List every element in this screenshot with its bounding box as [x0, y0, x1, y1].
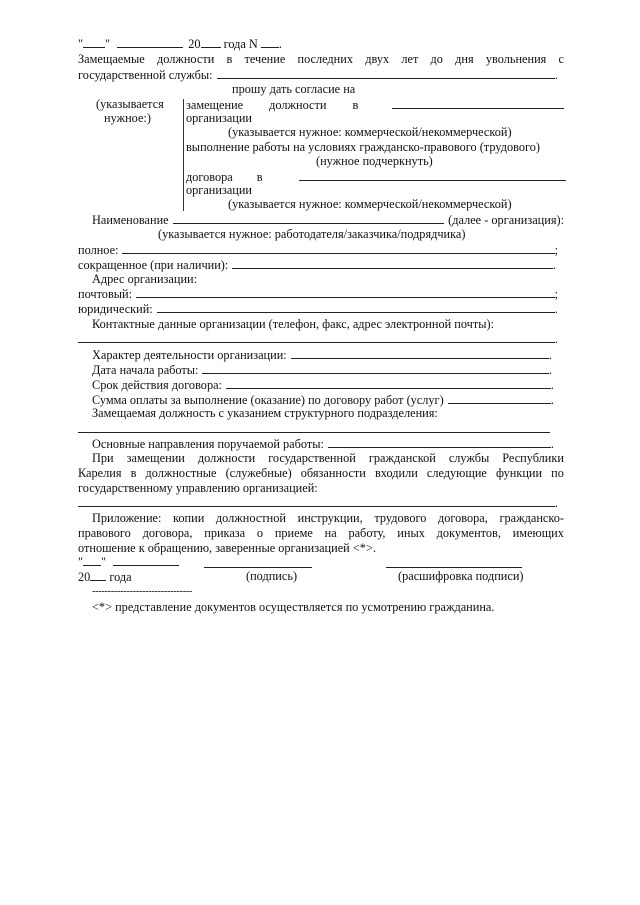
- word: дня: [455, 52, 474, 66]
- short-name-field[interactable]: [232, 257, 553, 269]
- word: в: [352, 98, 359, 112]
- functions-field-line: [78, 495, 558, 511]
- duties-line: [92, 436, 554, 452]
- year-prefix: 20: [78, 570, 91, 584]
- label: Характер деятельности организации:: [92, 348, 287, 362]
- quote-close: ": [101, 555, 107, 569]
- word: обязанности: [300, 466, 366, 480]
- word: с: [558, 52, 564, 66]
- signature-field[interactable]: [204, 567, 312, 568]
- word: Приложение:: [92, 511, 162, 525]
- word: государственной: [268, 451, 356, 465]
- attachment-line-1: [92, 511, 564, 526]
- consent-title: прошу дать согласие на: [232, 82, 356, 96]
- word: работу,: [348, 526, 386, 540]
- option-3-hint: (указывается нужное: коммерческой/некоммерческой): [228, 197, 512, 211]
- year-blank[interactable]: [201, 36, 221, 48]
- org-name-field[interactable]: [173, 212, 445, 224]
- word: договора: [186, 170, 233, 184]
- word: копии: [173, 511, 205, 525]
- word: должности: [197, 451, 256, 465]
- punct: .: [550, 393, 554, 407]
- year-suffix: года: [109, 570, 132, 584]
- punct: .: [548, 363, 552, 377]
- word: должностные: [145, 466, 217, 480]
- label: сокращенное (при наличии):: [78, 258, 229, 272]
- activity-field[interactable]: [291, 347, 549, 359]
- contacts-label: Контактные данные организации (телефон, факс, адрес электронной почты):: [92, 317, 494, 331]
- sign-year-blank[interactable]: [90, 569, 106, 581]
- sign-month-blank[interactable]: [113, 554, 179, 566]
- footnote-text: <*> представление документов осуществляется по усмотрению гражданина.: [92, 600, 495, 614]
- punct: ;: [554, 243, 558, 257]
- positions-line-2: [78, 67, 558, 83]
- word: гражданской: [368, 451, 436, 465]
- punct: .: [552, 258, 556, 272]
- start-date-line: [92, 362, 552, 378]
- org-name-hint: (указывается нужное: работодателя/заказчика/подрядчика): [158, 227, 466, 241]
- word: до: [430, 52, 443, 66]
- punct: .: [554, 496, 558, 510]
- start-date-field[interactable]: [202, 362, 548, 374]
- label: Основные направления поручаемой работы:: [92, 437, 324, 451]
- word: в: [130, 466, 137, 480]
- period: .: [278, 37, 282, 51]
- word: должности: [269, 98, 327, 112]
- label: Срок действия договора:: [92, 378, 222, 392]
- word: Замещаемые: [78, 52, 145, 66]
- punct: .: [548, 348, 552, 362]
- option-3-cont: организации: [186, 183, 253, 197]
- punct: ;: [554, 287, 558, 301]
- word: течение: [244, 52, 286, 66]
- word: гражданско-: [499, 511, 564, 525]
- quote-open: ": [78, 555, 84, 569]
- postal-field[interactable]: [136, 286, 555, 298]
- legal-line: [78, 301, 558, 317]
- word: о: [256, 526, 264, 540]
- option-2-line: выполнение работы на условиях гражданско-правового (трудового): [186, 140, 540, 154]
- position-field[interactable]: [78, 432, 550, 433]
- term-line: [92, 377, 554, 393]
- address-label: Адрес организации:: [92, 272, 198, 286]
- word: Карелия: [78, 466, 122, 480]
- word: замещении: [126, 451, 185, 465]
- option-3-field[interactable]: [299, 169, 566, 181]
- word: правового: [78, 526, 131, 540]
- side-note: (указывается: [96, 97, 164, 111]
- word: замещение: [186, 98, 244, 112]
- attachment-line-2: [78, 526, 564, 541]
- word: в: [226, 52, 233, 66]
- payment-field[interactable]: [448, 392, 551, 404]
- contacts-field[interactable]: [78, 331, 555, 343]
- punct: .: [550, 437, 554, 451]
- decode-caption: (расшифровка подписи): [398, 569, 524, 583]
- positions-field[interactable]: [217, 67, 555, 79]
- word: иных: [397, 526, 425, 540]
- word: документов,: [436, 526, 501, 540]
- word: должностной: [215, 511, 286, 525]
- word: последних: [297, 52, 353, 66]
- short-name-line: [78, 257, 556, 273]
- position-label: Замещаемая должность с указанием структурного подразделения:: [92, 406, 438, 420]
- quote-close: ": [105, 37, 111, 51]
- word: лет: [401, 52, 419, 66]
- option-1-field[interactable]: [392, 97, 564, 109]
- option-2-hint: (нужное подчеркнуть): [316, 154, 433, 168]
- attachment-line-3: отношение к обращению, заверенные организацией <*>.: [78, 541, 376, 555]
- functions-line-2: [78, 466, 564, 481]
- header-date-line: [78, 36, 564, 52]
- legal-field[interactable]: [157, 301, 555, 313]
- label: Сумма оплаты за выполнение (оказание) по договору работ (услуг): [92, 393, 444, 407]
- option-1-cont: организации: [186, 111, 253, 125]
- year-prefix: 20: [188, 37, 201, 51]
- functions-line-3: государственному управлению организацией:: [78, 481, 318, 495]
- year-suffix: года N: [223, 37, 258, 51]
- term-field[interactable]: [226, 377, 551, 389]
- word: на: [324, 526, 337, 540]
- word: входили: [374, 466, 418, 480]
- word: договора,: [437, 511, 488, 525]
- label: Наименование: [92, 213, 169, 227]
- functions-field[interactable]: [78, 495, 555, 507]
- footnote-separator: --------------------------------: [92, 586, 193, 597]
- word: инструкции,: [297, 511, 363, 525]
- number-blank[interactable]: [261, 36, 279, 48]
- word: должности: [156, 52, 215, 66]
- month-blank[interactable]: [117, 36, 183, 48]
- word: договора,: [142, 526, 193, 540]
- word: имеющих: [512, 526, 564, 540]
- word: увольнения: [485, 52, 547, 66]
- activity-line: [92, 347, 552, 363]
- label: Дата начала работы:: [92, 363, 199, 377]
- word: (служебные): [225, 466, 292, 480]
- option-1-hint: (указывается нужное: коммерческой/некоммерческой): [228, 125, 512, 139]
- full-name-field[interactable]: [122, 242, 554, 254]
- punct: .: [550, 378, 554, 392]
- quote-open: ": [78, 37, 84, 51]
- options-brace: [183, 99, 184, 211]
- word: службы: [448, 451, 490, 465]
- word: двух: [365, 52, 390, 66]
- functions-line-1: [92, 451, 564, 466]
- word: приказа: [204, 526, 246, 540]
- word: функции: [495, 466, 543, 480]
- label: почтовый:: [78, 287, 133, 301]
- signature-caption: (подпись): [246, 569, 298, 583]
- punct: .: [554, 302, 558, 316]
- word: приеме: [274, 526, 313, 540]
- decode-field[interactable]: [386, 567, 522, 568]
- side-note: нужное:): [104, 111, 151, 125]
- sign-day-blank[interactable]: [83, 554, 101, 566]
- word: При: [92, 451, 114, 465]
- duties-field[interactable]: [328, 436, 551, 448]
- word: следующие: [426, 466, 487, 480]
- full-name-line: [78, 242, 558, 258]
- word: по: [551, 466, 564, 480]
- contacts-line: [78, 331, 558, 347]
- org-name-line: [92, 212, 564, 228]
- label: государственной службы:: [78, 68, 213, 82]
- positions-line-1: [78, 52, 564, 67]
- label: юридический:: [78, 302, 153, 316]
- postal-line: [78, 286, 558, 302]
- day-blank[interactable]: [83, 36, 105, 48]
- punct: .: [554, 332, 558, 346]
- label: (далее - организация):: [448, 213, 564, 227]
- word: трудового: [374, 511, 427, 525]
- word: Республики: [502, 451, 564, 465]
- period: .: [554, 68, 558, 82]
- word: в: [256, 170, 263, 184]
- label: полное:: [78, 243, 119, 257]
